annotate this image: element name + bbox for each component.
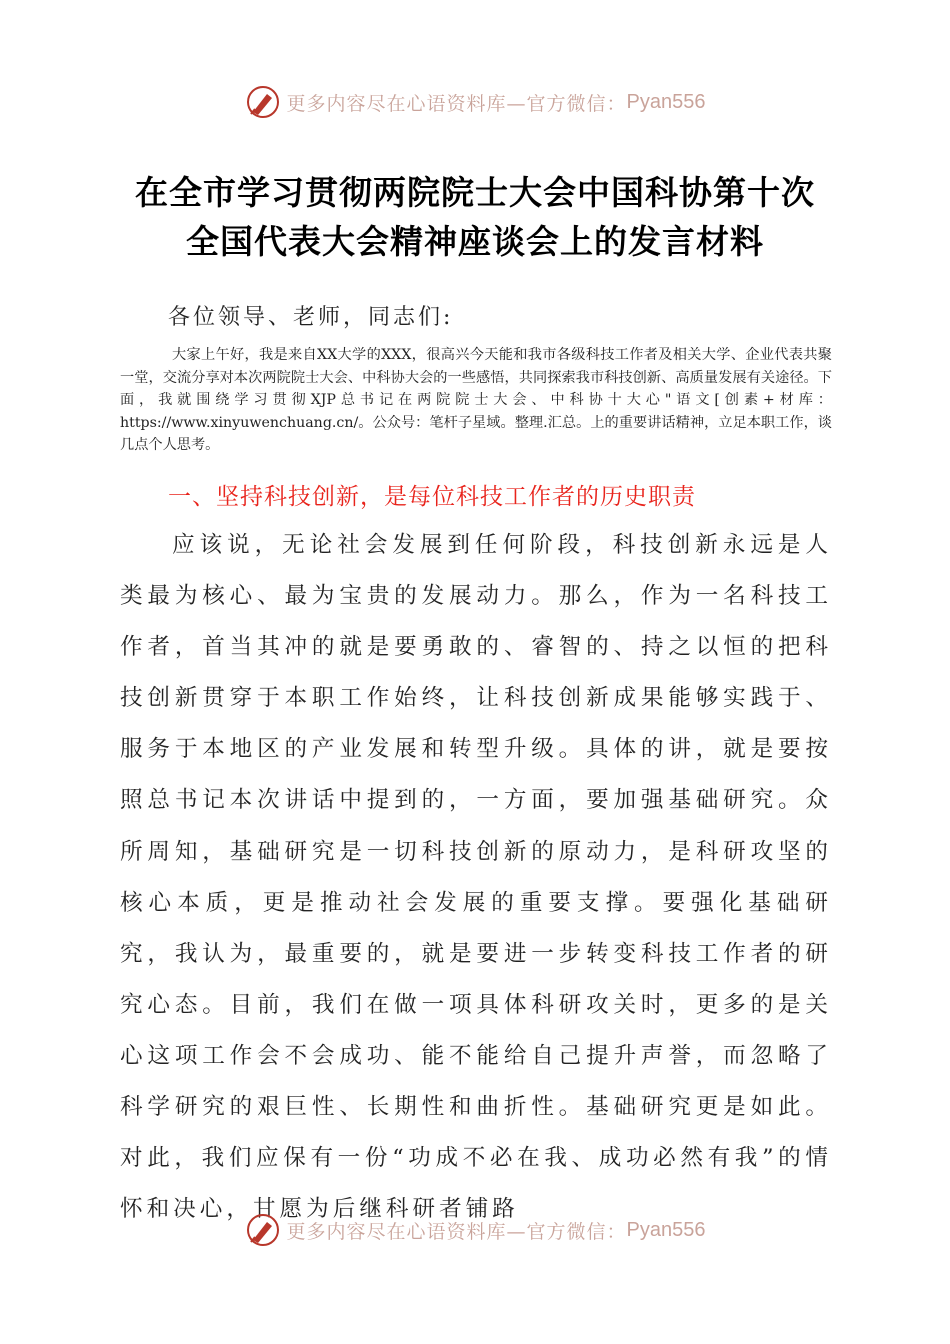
pen-nib-logo-icon	[245, 1212, 281, 1248]
banner-wechat-id: Pyan556	[626, 90, 706, 113]
section-body: 应该说，无论社会发展到任何阶段，科技创新永远是人类最为核心、最为宝贵的发展动力。那么，作为一名科技工作者，首当其冲的就是要勇敢的、睿智的、持之以恒的把科技创新贯穿于本职工作始终，让科技创新成果能够实践于、服务于本地区的产业发展和转型升级。具体的讲，就是要按照总书记本次讲话中提到的，一方面，要加强基础研究。众所周知，基础研究是一切科技创新的原动力，是科研攻坚的核心本质，更是推动社会发展的重要支撑。要强化基础研究，我认为，最重要的，就是要进一步转变科技工作者的研究心态。目前，我们在做一项具体科研攻关时，更多的是关心这项工作会不会成功、能不能给自己提升声誉，而忽略了科学研究的艰巨性、长期性和曲折性。基础研究更是如此。对此，我们应保有一份“功成不必在我、成功必然有我”的情怀和决心，甘愿为后继科研者铺路	[120, 532, 832, 1223]
pen-nib-logo-icon	[245, 84, 281, 120]
footer-banner-text: 更多内容尽在心语资料库—官方微信：	[286, 1220, 627, 1243]
title-line-2: 全国代表大会精神座谈会上的发言材料	[186, 222, 764, 261]
header-banner	[0, 82, 950, 122]
footer-banner	[0, 1210, 950, 1250]
section-heading: 一、坚持科技创新，是每位科技工作者的历史职责	[168, 484, 696, 510]
title-line-1: 在全市学习贯彻两院院士大会中国科协第十次	[135, 173, 815, 212]
banner-text: 更多内容尽在心语资料库—官方微信：	[286, 92, 627, 115]
footer-banner-wechat-id: Pyan556	[626, 1218, 706, 1241]
salutation: 各位领导、老师，同志们:	[168, 305, 454, 330]
intro-paragraph: 大家上午好，我是来自XX大学的XXX，很高兴今天能和我市各级科技工作者及相关大学、企业代表共聚一堂，交流分享对本次两院院士大会、中科协大会的一些感悟，共同探索我市科技创新、高质量发展有关途径。下面，我就围绕学习贯彻XJP总书记在两院院士大会、中科协十大心"语文[创素+材库：https://www.xinyuwenchuang.cn/。公众号：笔杆子星域。整理.汇总。上的重要讲话精神，立足本职工作，谈几点个人思考。	[120, 347, 832, 454]
document-title	[60, 168, 890, 266]
